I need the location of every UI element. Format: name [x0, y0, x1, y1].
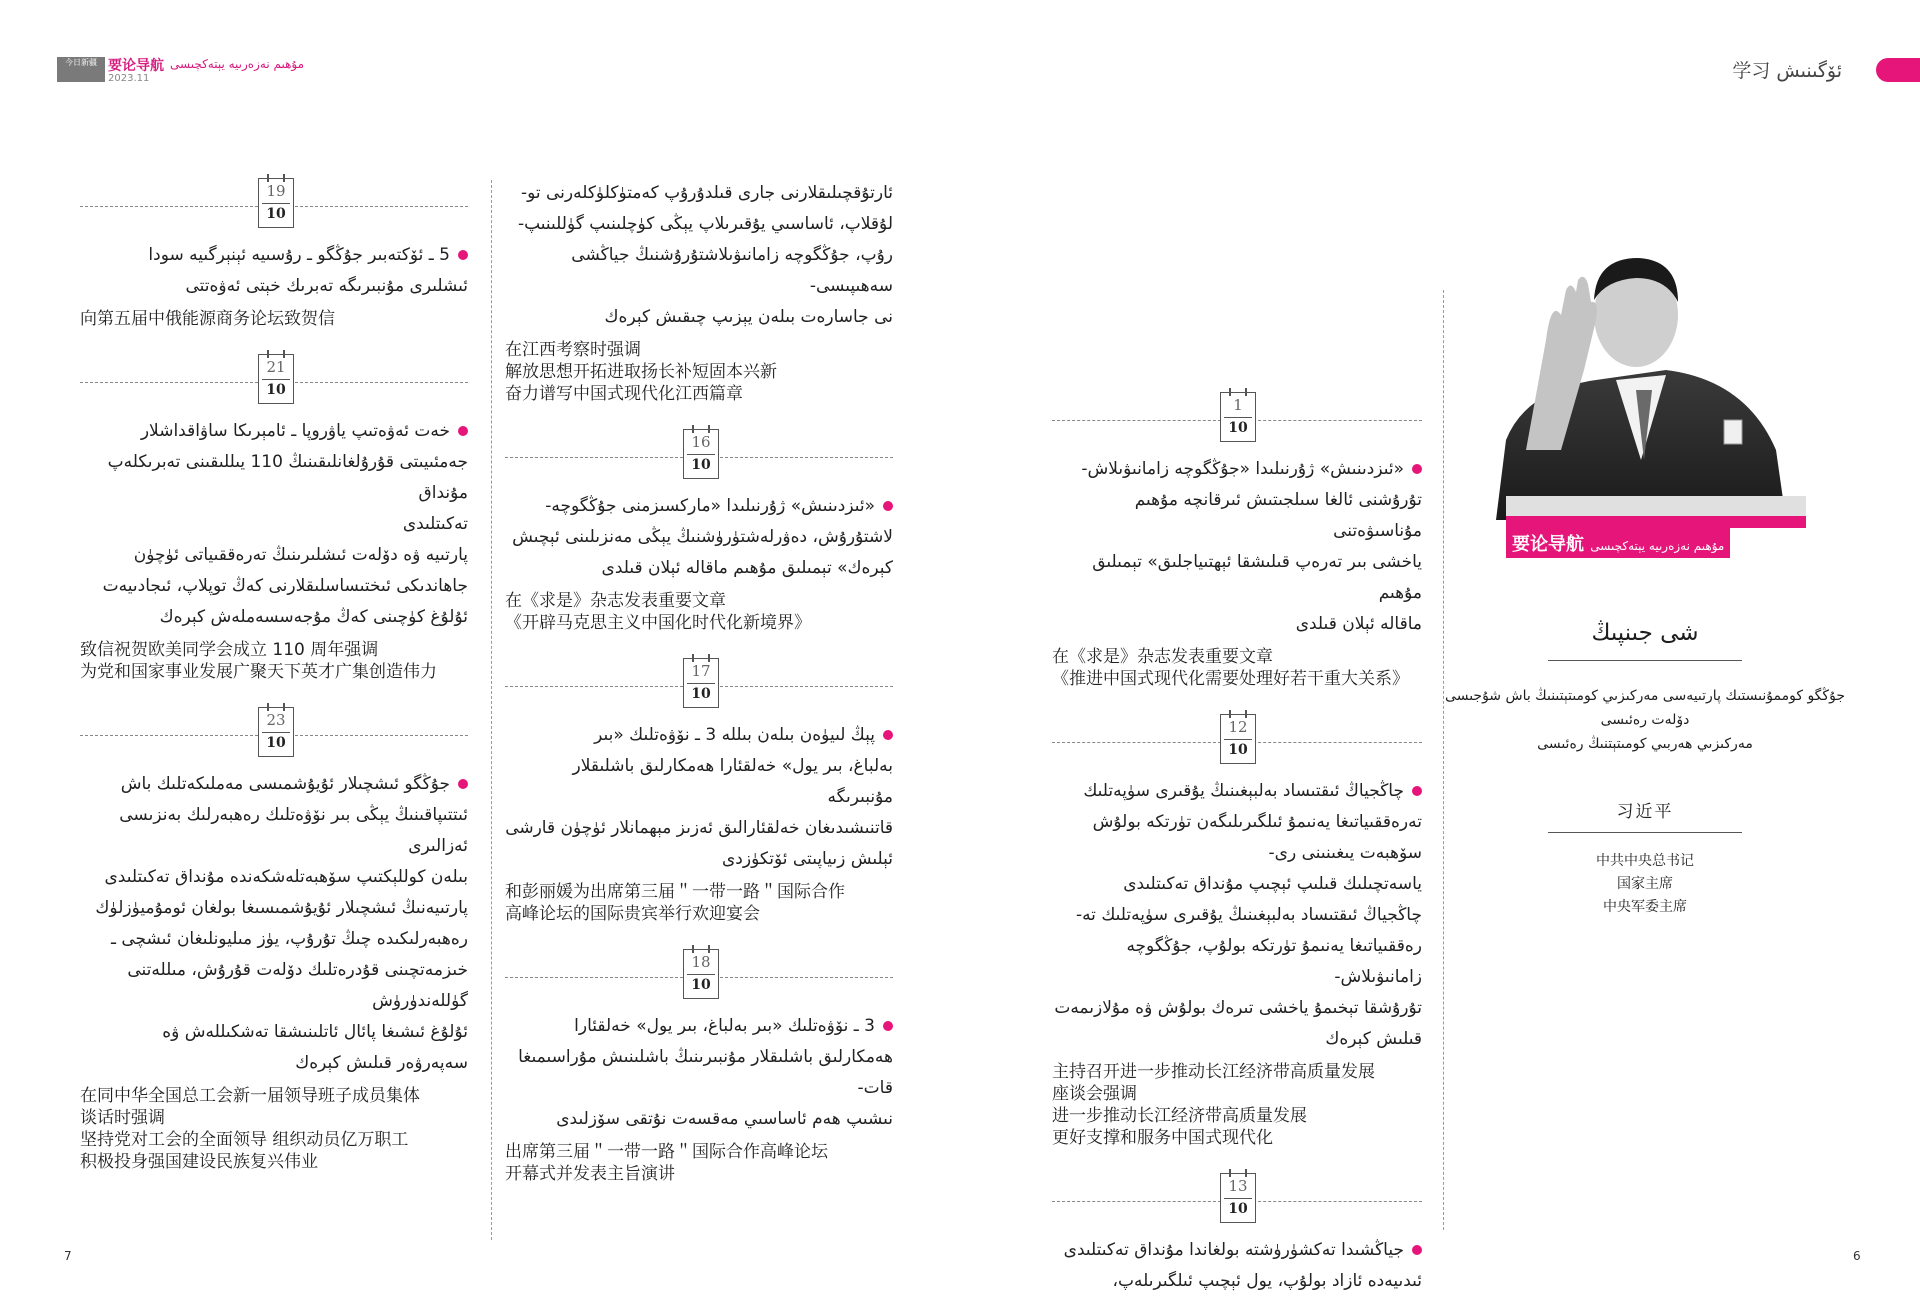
text-line: 为党和国家事业发展广聚天下英才广集创造伟力	[80, 662, 437, 682]
timeline-entry	[1052, 708, 1422, 1149]
text-line: «ئىزدىنىش» ژۇرنىلىدا «جۇڭگوچە زامانىۋىلاش-	[1052, 454, 1422, 485]
timeline-entry	[80, 348, 468, 683]
calendar-icon	[683, 658, 719, 708]
column-divider	[1443, 290, 1444, 1230]
section-title-ug: مۇھىم نەزەرىيە يېتەكچىسى	[170, 57, 305, 71]
calendar-icon	[683, 949, 719, 999]
section-label-cn: 学习	[1732, 60, 1771, 82]
text-line: لاشتۇرۇش، دەۋرلەشتۈرۈشنىڭ يېڭى مەنزىلىنى ئېچىش	[512, 527, 893, 547]
text-line: 奋力谱写中国式现代化江西篇章	[505, 384, 743, 404]
text-line: خەت ئەۋەتىپ ياۋروپا ـ ئامېرىكا ساۋاقداشلار	[80, 416, 468, 447]
calendar-day: 18	[691, 953, 711, 971]
calendar-icon	[258, 354, 294, 404]
timeline-entry	[1052, 1167, 1422, 1297]
entry-text-ug	[505, 178, 893, 333]
timeline-entry	[505, 423, 893, 634]
entry-text-cn	[505, 339, 893, 405]
bullet-icon	[1412, 1245, 1422, 1255]
text-line: تۇرۇشنى ئالغا سىلجىتىش ئىرقانچە مۇھىم مۇناسىۋەتنى	[1134, 490, 1422, 541]
text-line: تەكىتلىدى	[402, 514, 468, 534]
text-line: پارتىيەنىڭ ئىشچىلار ئۇيۇشمىسىغا بولغان ئومۇميۈزلۈك	[95, 898, 468, 918]
calendar-day: 13	[1228, 1177, 1248, 1195]
timeline-entry	[505, 652, 893, 925]
text-line: 《开辟马克思主义中国化时代化新境界》	[505, 613, 811, 633]
profile-name-ug: شى جىنپىڭ	[1591, 620, 1699, 646]
bullet-icon	[883, 501, 893, 511]
divider	[1548, 660, 1742, 661]
text-line: جۇڭگو ئىشچىلار ئۇيۇشمىسى مەملىكەتلىك باش	[80, 769, 468, 800]
calendar-day: 17	[691, 662, 711, 680]
text-line: 积极投身强国建设民族复兴伟业	[80, 1152, 318, 1172]
text-line: 谈话时强调	[80, 1108, 165, 1128]
text-line: «ئىزدىنىش» ژۇرنىلىدا «ماركسىزمنى جۇڭگوچە-	[505, 491, 893, 522]
bullet-icon	[458, 250, 468, 260]
profile-banner-cn: 要论导航 مۇھىم نەزەرىيە يېتەكچىسى	[1506, 528, 1730, 558]
page-number-left: 7	[64, 1249, 72, 1263]
calendar-day: 12	[1228, 718, 1248, 736]
date-block	[80, 701, 468, 763]
section-tab-marker	[1876, 58, 1920, 82]
profile-title: جۇڭگو كوممۇنىستىك پارتىيەسى مەركىزىي كومىتېتىنىڭ باش شۇجىسى	[1445, 688, 1845, 704]
profile-title: دۆلەت رەئىسى	[1600, 712, 1690, 728]
timeline-entry	[505, 943, 893, 1185]
profile-title: 中央军委主席	[1603, 899, 1687, 915]
calendar-month: 10	[1224, 1198, 1252, 1219]
calendar-month: 10	[687, 974, 715, 995]
text-line: 座谈会强调	[1052, 1084, 1137, 1104]
timeline-entry	[505, 178, 893, 405]
date-block	[505, 652, 893, 714]
text-line: 解放思想开拓进取扬长补短固本兴新	[505, 362, 777, 382]
text-line: خىزمەتچىنى قۇدرەتلىك دۆلەت قۇرۇش، مىللەتنى گۈللەندۈرۈش	[127, 960, 468, 1011]
calendar-icon	[683, 429, 719, 479]
issue-date: 2023.11	[108, 73, 150, 84]
text-line: تەرەققىياتىغا يەنىمۇ ئىلگىرىلىگەن تۈرتكە بولۇش سۆھبەت يىغىنىنى رى-	[1092, 812, 1422, 863]
calendar-icon	[258, 178, 294, 228]
portrait-photo	[1466, 220, 1806, 520]
bullet-icon	[883, 1021, 893, 1031]
text-line: بەلباغ، بىر يول» خەلقئارا ھەمكارلىق باشلىقلار مۇنبىرىگە	[572, 756, 893, 807]
text-line: تۇرۇشقا تېخىمۇ ياخشى تىرەك بولۇش ۋە مۇلازىمەت	[1054, 998, 1422, 1018]
entry-text-ug	[1052, 454, 1422, 640]
date-block	[505, 943, 893, 1005]
entry-text-cn	[505, 590, 893, 634]
calendar-day: 1	[1233, 396, 1243, 414]
bullet-icon	[458, 779, 468, 789]
divider	[1548, 832, 1742, 833]
calendar-month: 10	[262, 379, 290, 400]
profile-titles-ug	[1440, 684, 1850, 756]
entry-text-ug	[505, 1011, 893, 1135]
text-line: 5 ـ ئۆكتەبىر جۇڭگو ـ رۇسىيە ئېنېرگىيە سودا	[80, 240, 468, 271]
banner-shadow	[1506, 496, 1806, 516]
entry-text-cn	[505, 881, 893, 925]
text-line: 在江西考察时强调	[505, 340, 641, 360]
text-line: 主持召开进一步推动长江经济带高质量发展	[1052, 1062, 1375, 1082]
bullet-icon	[883, 730, 893, 740]
text-line: رەققىياتىغا يەنىمۇ تۈرتكە بولۇپ، جۇڭگوچە زامانىۋىلاش-	[1126, 936, 1422, 987]
entry-text-ug	[505, 491, 893, 584]
date-block	[80, 348, 468, 410]
text-line: قاتنىشىدىغان خەلقئارالىق ئەزىز مېھمانلار ئۈچۈن قارشى	[505, 818, 893, 838]
text-line: ئىشلىرى مۇنبىرىگە تەبرىك خېتى ئەۋەتتى	[185, 276, 468, 296]
calendar-day: 21	[266, 358, 286, 376]
text-line: جياڭشىدا تەكشۈرۈشتە بولغاندا مۇنداق تەكىتلىدى	[1052, 1235, 1422, 1266]
text-line: جاھاندىكى ئىختىساسلىقلارنى كەڭ توپلاپ، ئىجادىيەت	[102, 576, 468, 596]
text-line: قىلىش كېرەك	[1325, 1029, 1422, 1049]
entry-text-cn	[80, 308, 468, 330]
magazine-logo: 今日新疆	[57, 57, 105, 82]
text-line: 在《求是》杂志发表重要文章	[1052, 647, 1273, 667]
date-block	[1052, 386, 1422, 448]
text-line: 在《求是》杂志发表重要文章	[505, 591, 726, 611]
section-title-cn: 要论导航	[108, 58, 164, 74]
text-line: سەپەرۋەر قىلىش كېرەك	[295, 1053, 468, 1073]
date-block	[505, 423, 893, 485]
calendar-month: 10	[1224, 739, 1252, 760]
text-line: كېرەك» تېمىلىق مۇھىم ماقالە ئېلان قىلدى	[601, 558, 893, 578]
calendar-icon	[258, 707, 294, 757]
text-line: 《推进中国式现代化需要处理好若干重大关系》	[1052, 669, 1409, 689]
section-label-ug: ئۆگىنىش	[1776, 60, 1842, 82]
banner-stripe	[1506, 516, 1806, 528]
date-block	[1052, 708, 1422, 770]
text-line: 进一步推动长江经济带高质量发展	[1052, 1106, 1307, 1126]
text-line: رەھبەرلىكىدە چىڭ تۇرۇپ، يۈز مىليونلىغان ئىشچى ـ	[110, 929, 468, 949]
text-line: بىلەن كوللېكتىپ سۆھبەتلەشكەندە مۇنداق تەكىتلىدى	[104, 867, 468, 887]
calendar-day: 16	[691, 433, 711, 451]
text-line: ئارتۇقچىلىقلارنى جارى قىلدۇرۇپ كەمتۈكلۈكلەرنى تو-	[520, 183, 893, 203]
entry-text-cn	[505, 1141, 893, 1185]
text-line: 向第五届中俄能源商务论坛致贺信	[80, 309, 335, 329]
calendar-month: 10	[262, 732, 290, 753]
profile-banner-ug: مۇھىم نەزەرىيە يېتەكچىسى	[1590, 539, 1725, 553]
entry-text-cn	[1052, 1061, 1422, 1149]
text-line: جەمئىيىتى قۇرۇلغانلىقىنىڭ 110 يىللىقىنى تەبرىكلەپ مۇنداق	[107, 452, 468, 503]
text-line: پېڭ لىيۈەن بىلەن بىللە 3 ـ نۆۋەتلىك «بىر	[505, 720, 893, 751]
entry-text-ug	[80, 416, 468, 633]
bullet-icon	[1412, 786, 1422, 796]
profile-title: مەركىزىي ھەربىي كومىتېتنىڭ رەئىسى	[1537, 736, 1753, 752]
entry-text-ug	[1052, 776, 1422, 1055]
timeline-entry	[1052, 386, 1422, 690]
calendar-day: 23	[266, 711, 286, 729]
text-line: 3 ـ نۆۋەتلىك «بىر بەلباغ، بىر يول» خەلقئارا	[505, 1011, 893, 1042]
text-line: 致信祝贺欧美同学会成立 110 周年强调	[80, 640, 379, 660]
calendar-icon	[1220, 392, 1256, 442]
text-line: 开幕式并发表主旨演讲	[505, 1164, 675, 1184]
text-line: پارتىيە ۋە دۆلەت ئىشلىرىنىڭ تەرەققىياتى ئۈچۈن	[133, 545, 468, 565]
calendar-month: 10	[1224, 417, 1252, 438]
text-line: ياسەتچىلىك قىلىپ ئېچىپ مۇنداق تەكىتلىدى	[1123, 874, 1422, 894]
profile-title: 中共中央总书记	[1596, 853, 1694, 869]
timeline-entry	[80, 701, 468, 1173]
column-divider	[491, 180, 492, 1240]
entry-text-cn	[1052, 646, 1422, 690]
text-line: ئۇلۇغ كۈچىنى كەڭ مۇجەسسەملەش كېرەك	[159, 607, 468, 627]
text-line: 高峰论坛的国际贵宾举行欢迎宴会	[505, 904, 760, 924]
entry-text-cn	[80, 1085, 468, 1173]
calendar-icon	[1220, 1173, 1256, 1223]
text-line: رۇپ، جۇڭگوچە زامانىۋىلاشتۇرۇشنىڭ جياڭشى سەھىپىسى-	[571, 245, 893, 296]
text-line: 和彭丽媛为出席第三届＂一带一路＂国际合作	[505, 882, 845, 902]
calendar-icon	[1220, 714, 1256, 764]
text-line: 出席第三届＂一带一路＂国际合作高峰论坛	[505, 1142, 828, 1162]
date-block	[1052, 1167, 1422, 1229]
text-line: ئىتتىپاقىنىڭ يېڭى بىر نۆۋەتلىك رەھبەرلىك بەنزىسى ئەزالىرى	[119, 805, 468, 856]
profile-name-cn: 习近平	[1616, 802, 1674, 822]
text-line: ئۇلۇغ ئىشىغا پائال ئاتلىنىشقا تەشكىللەش ۋە	[162, 1022, 468, 1042]
profile-title: 国家主席	[1617, 876, 1673, 892]
text-line: 坚持党对工会的全面领导 组织动员亿万职工	[80, 1130, 409, 1150]
text-line: ئېلىش زىياپىتى ئۆتكۈزدى	[721, 849, 893, 869]
calendar-month: 10	[262, 203, 290, 224]
page-number-right: 6	[1853, 1249, 1861, 1263]
calendar-month: 10	[687, 454, 715, 475]
entry-text-ug	[80, 769, 468, 1079]
entry-text-cn	[80, 639, 468, 683]
text-line: نى جاسارەت بىلەن يېزىپ چىقىش كېرەك	[604, 307, 893, 327]
entry-text-ug	[1052, 1235, 1422, 1297]
text-line: نىشىپ ھەم ئاساسىي مەقسەت نۇتقى سۆزلىدى	[556, 1109, 893, 1129]
text-line: ياخشى بىر تەرەپ قىلىشقا ئېھتىياجلىق» تېمىلىق مۇھىم	[1092, 552, 1422, 603]
text-line: چاڭجياڭ ئىقتىساد بەلبېغىنىڭ يۇقىرى سۈپەتلىك تە-	[1075, 905, 1422, 925]
entry-text-ug	[505, 720, 893, 875]
timeline-column-1	[80, 172, 468, 1191]
text-line: 在同中华全国总工会新一届领导班子成员集体	[80, 1086, 420, 1106]
text-line: ھەمكارلىق باشلىقلار مۇنبىرىنىڭ باشلىنىش مۇراسىمىغا قات-	[518, 1047, 893, 1098]
calendar-day: 19	[266, 182, 286, 200]
text-line: ئىدىيەدە ئازاد بولۇپ، يول ئېچىپ ئىلگىرىلەپ،	[1112, 1271, 1422, 1291]
text-line: 更好支撑和服务中国式现代化	[1052, 1128, 1273, 1148]
section-label-right	[1732, 56, 1842, 83]
text-line: ماقالە ئېلان قىلدى	[1295, 614, 1422, 634]
timeline-column-2	[505, 172, 893, 1203]
date-block	[80, 172, 468, 234]
timeline-column-3	[1052, 386, 1422, 1297]
bullet-icon	[458, 426, 468, 436]
text-line: لۇقلاپ، ئاساسىي يۇقىرىلاپ يېڭى كۈچلىنىپ گۈللىنىپ-	[517, 214, 893, 234]
text-line: چاڭجياڭ ئىقتىساد بەلبېغىنىڭ يۇقىرى سۈپەتلىك	[1052, 776, 1422, 807]
bullet-icon	[1412, 464, 1422, 474]
entry-text-ug	[80, 240, 468, 302]
calendar-month: 10	[687, 683, 715, 704]
timeline-entry	[80, 172, 468, 330]
profile-titles-cn	[1460, 850, 1830, 919]
